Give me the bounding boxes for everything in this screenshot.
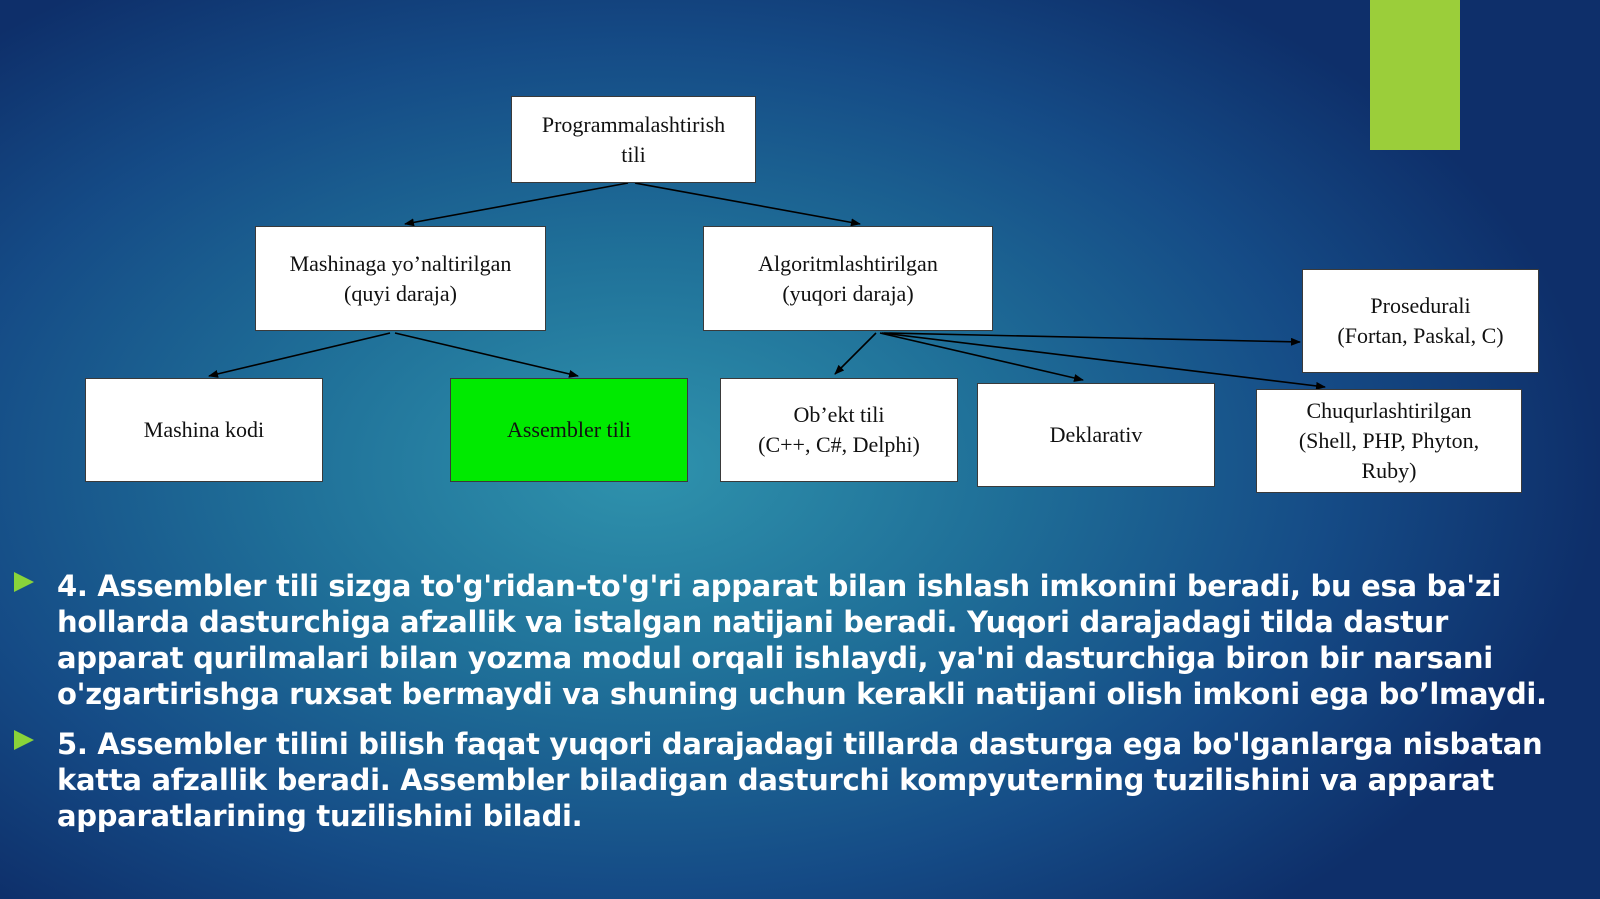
edge-root-low <box>405 183 628 224</box>
bullet-arrow-icon <box>14 572 34 592</box>
edge-high-object <box>835 333 876 374</box>
node-programming-language <box>511 96 756 183</box>
node-assembler <box>450 378 688 482</box>
node-declarative-label: Deklarativ <box>1049 422 1143 448</box>
bullet-arrow-icon <box>14 730 34 750</box>
bullet-item <box>0 726 1600 834</box>
node-deep-label: Chuqurlashtirilgan (Shell, PHP, Phyton, Ruby) <box>1298 398 1480 483</box>
node-assembler-label: Assembler tili <box>506 417 632 443</box>
bullet-text: 4. Assembler tili sizga to'g'ridan-to'g'ri apparat bilan ishlash imkonini beradi, bu esa ba'zi hollarda dasturchiga afzallik va istalgan natijani beradi. Yuqori darajadagi tilda dastur apparat qurilmalari bilan yozma modul orqali ishlaydi, ya'ni dasturchiga biron bir narsani o'zgartirishga ruxsat bermaydi va shuning uchun kerakli natijani olish imkoni ega bo’lmaydi. <box>57 569 1547 711</box>
node-procedural-label: Prosedurali (Fortan, Paskal, C) <box>1337 293 1504 348</box>
edge-high-declarative <box>880 333 1083 380</box>
node-machine-code-label: Mashina kodi <box>143 417 265 443</box>
edge-root-high <box>635 183 860 224</box>
node-procedural <box>1302 269 1539 373</box>
node-declarative <box>977 383 1215 487</box>
edge-low-machine <box>209 333 390 376</box>
bullet-list <box>0 568 1600 848</box>
node-object-language-label: Ob’ekt tili (C++, C#, Delphi) <box>758 402 920 457</box>
bullet-text: 5. Assembler tilini bilish faqat yuqori darajadagi tillarda dasturga ega bo'lganlarga nisbatan katta afzallik beradi. Assembler biladigan dasturchi kompyuterning tuzilishini va apparat apparatlarining tuzilishini biladi. <box>57 727 1543 833</box>
node-machine-oriented-label: Mashinaga yo’naltirilgan (quyi daraja) <box>289 250 512 306</box>
node-deep <box>1256 389 1522 493</box>
node-algorithmic-label: Algoritmlashtirilgan (yuqori daraja) <box>758 250 938 306</box>
node-machine-code <box>85 378 323 482</box>
node-object-language <box>720 378 958 482</box>
bullet-item <box>0 568 1600 712</box>
node-machine-oriented <box>255 226 546 331</box>
node-programming-language-label: Programmalashtirish tili <box>541 111 726 167</box>
edge-low-assembler <box>395 333 578 376</box>
node-algorithmic <box>703 226 993 331</box>
